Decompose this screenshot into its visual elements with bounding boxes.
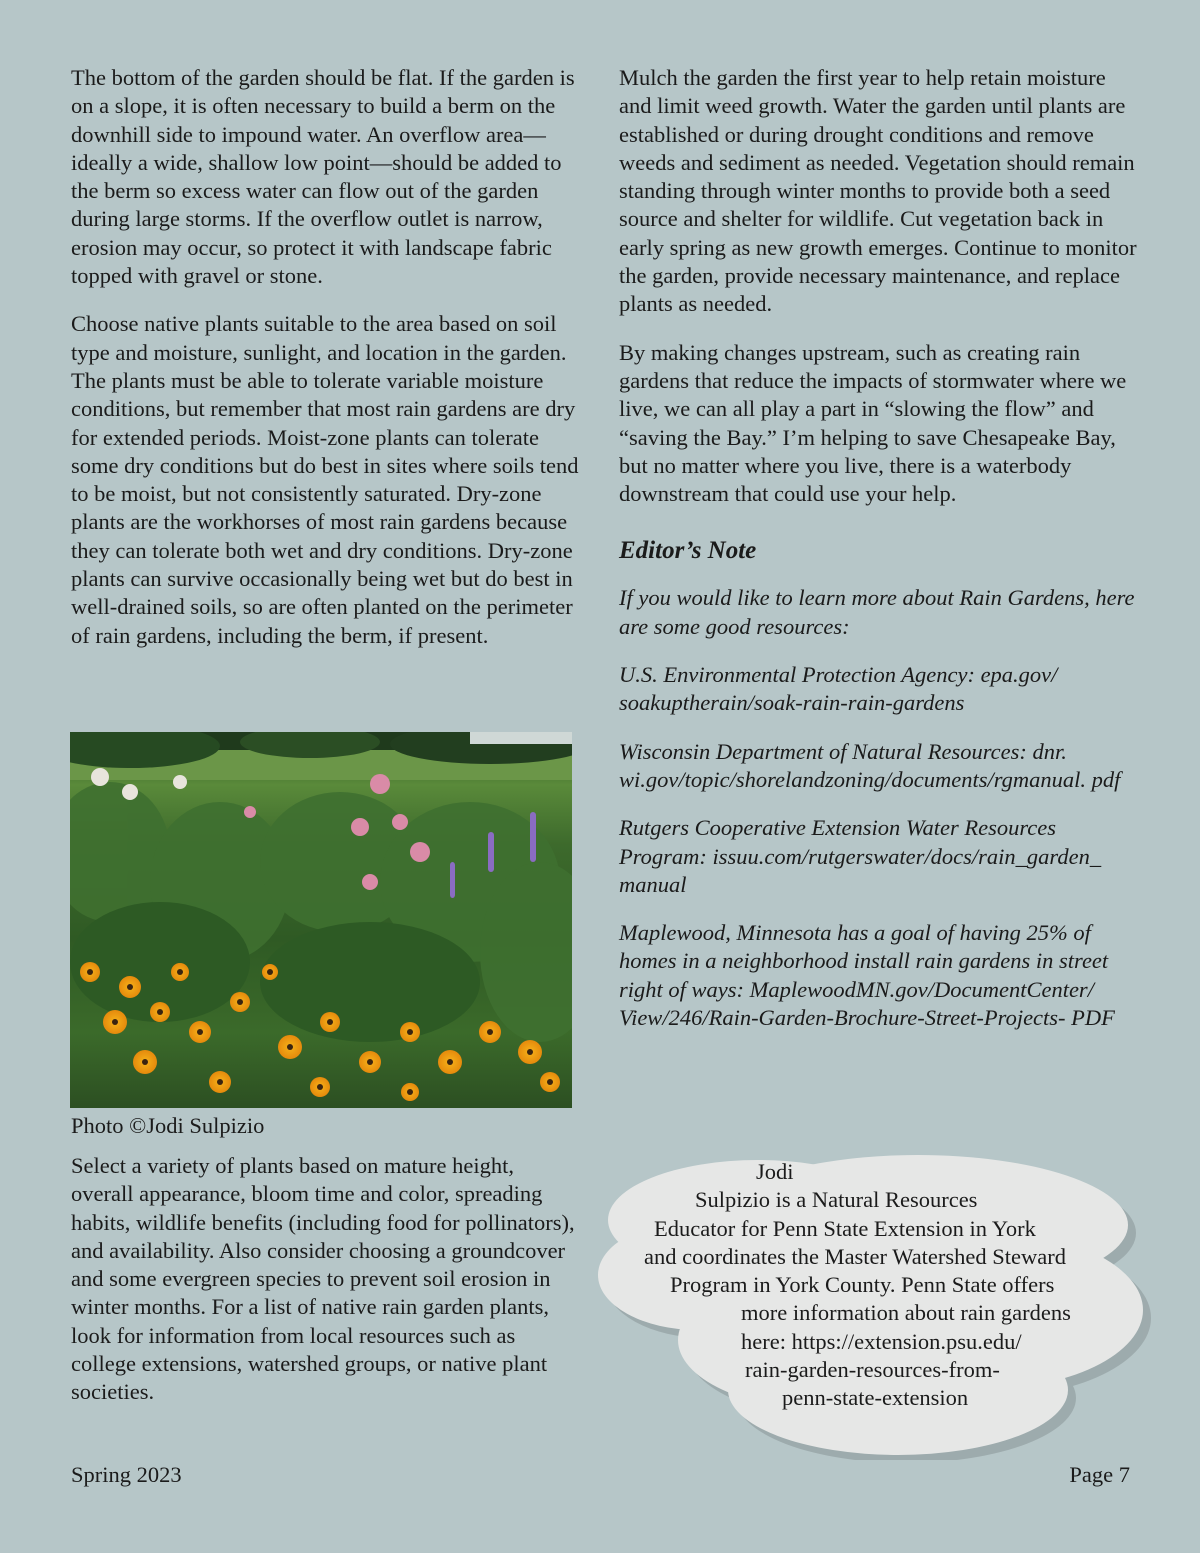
right-column	[619, 64, 1139, 1052]
issue-date: Spring 2023	[71, 1462, 182, 1487]
body-paragraph: By making changes upstream, such as creating rain gardens that reduce the impacts of stormwater where we live, we can all play a part in “slowing the flow” and “saving the Bay.” I’m helping to save Chesapeake Bay, but no matter where you live, there is a waterbody downstream that could use your help.	[619, 339, 1127, 507]
page-number: Page 7	[1069, 1462, 1130, 1487]
bio-line: rain-garden-resources-from-	[745, 1357, 1000, 1383]
rain-garden-photo	[70, 732, 572, 1108]
author-bio-text	[598, 1158, 1158, 1413]
resource-item: Wisconsin Department of Natural Resources: dnr. wi.gov/topic/shorelandzoning/documents/rgmanual. pdf	[619, 738, 1121, 792]
resource-item: Maplewood, Minnesota has a goal of having 25% of homes in a neighborhood install rain gardens in street right of ways: MaplewoodMN.gov/DocumentCenter/ View/246/Rain-Garden-Brochure-Street-Projects- PDF	[619, 920, 1115, 1031]
bio-line: Program in York County. Penn State offers	[670, 1272, 1055, 1298]
photo-caption: Photo ©Jodi Sulpizio	[71, 1113, 265, 1138]
editors-note-heading: Editor’s Note	[619, 537, 757, 565]
bio-line: here: https://extension.psu.edu/	[741, 1328, 1022, 1354]
author-bio-cloud	[598, 1150, 1158, 1460]
bio-line: Sulpizio is a Natural Resources	[695, 1187, 978, 1213]
bio-line: penn-state-extension	[782, 1385, 969, 1411]
resource-item: U.S. Environmental Protection Agency: epa.gov/ soakuptherain/soak-rain-rain-gardens	[619, 662, 1058, 716]
body-paragraph: The bottom of the garden should be flat. If the garden is on a slope, it is often necessary to build a berm on the downhill side to impound water. An overflow area—ideally a wide, shallow low point—should be added to the berm so excess water can flow out of the garden during large storms. If the overflow outlet is narrow, erosion may occur, so protect it with landscape fabric topped with gravel or stone.	[71, 65, 575, 289]
bio-line: more information about rain gardens	[741, 1300, 1071, 1326]
bio-line: Jodi	[756, 1159, 794, 1184]
editors-note-intro: If you would like to learn more about Rain Gardens, here are some good resources:	[619, 585, 1135, 639]
bio-line: and coordinates the Master Watershed Steward	[644, 1243, 1067, 1269]
resource-item: Rutgers Cooperative Extension Water Resources Program: issuu.com/rutgerswater/docs/rain_garden_ manual	[619, 815, 1102, 897]
flower-photo-illustration	[70, 732, 572, 1108]
body-paragraph: Choose native plants suitable to the area based on soil type and moisture, sunlight, and location in the garden. The plants must be able to tolerate variable moisture conditions, but remember that most rain gardens are dry for extended periods. Moist-zone plants can tolerate some dry conditions but do best in sites where soils tend to be moist, but not consistently saturated. Dry-zone plants are the workhorses of most rain gardens because they can tolerate both wet and dry conditions. Dry-zone plants can survive occasionally being wet but do best in well-drained soils, so are often planted on the perimeter of rain gardens, including the berm, if present.	[71, 311, 579, 648]
body-paragraph: Mulch the garden the first year to help retain moisture and limit weed growth. Water the garden until plants are established or during drought conditions and remove weeds and sediment as needed. Vegetation should remain standing through winter months to provide both a seed source and shelter for wildlife. Cut vegetation back in early spring as new growth emerges. Continue to monitor the garden, provide necessary maintenance, and replace plants as needed.	[619, 65, 1137, 317]
left-column-lower	[71, 1152, 581, 1427]
bio-line: Educator for Penn State Extension in York	[654, 1215, 1036, 1241]
left-column	[71, 64, 581, 670]
body-paragraph: Select a variety of plants based on mature height, overall appearance, bloom time and color, spreading habits, wildlife benefits (including food for pollinators), and availability. Also consider choosing a groundcover and some evergreen species to prevent soil erosion in winter months. For a list of native rain garden plants, look for information from local resources such as college extensions, watershed groups, or native plant societies.	[71, 1153, 575, 1405]
